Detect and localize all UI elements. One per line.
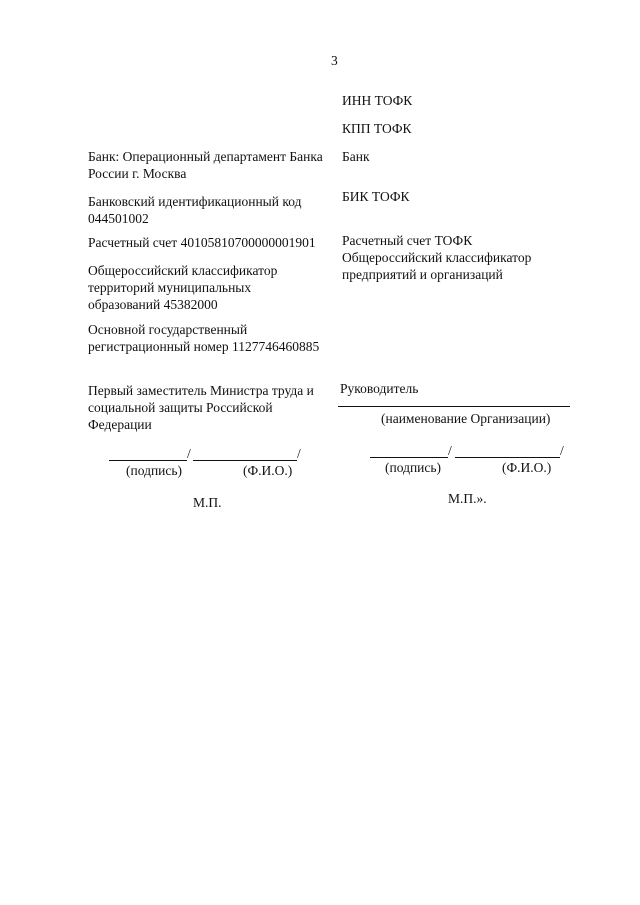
org-name-line [338,406,570,407]
right-sign-caption: (подпись) [385,460,442,475]
oktmo-line2: территорий муниципальных [88,280,252,295]
left-signature-slash-1: / [187,446,191,461]
right-bik-label: БИК ТОФК [342,189,410,204]
right-signature-slash-2: / [560,443,564,458]
bik-label-line1: Банковский идентификационный код [88,194,302,209]
signer-line2: социальной защиты Российской [88,400,273,415]
left-account: Расчетный счет 40105810700000001901 [88,235,316,250]
right-classifier-line1: Общероссийский классификатор [342,250,532,265]
page-number: 3 [331,53,338,68]
left-name-line [193,460,297,461]
ogrn-line1: Основной государственный [88,322,248,337]
right-name-line [455,457,560,458]
right-classifier-line2: предприятий и организаций [342,267,503,282]
left-seal-mark: М.П. [193,495,222,510]
left-sign-caption: (подпись) [126,463,183,478]
right-signature-line [370,457,448,458]
right-name-caption: (Ф.И.О.) [502,460,552,475]
org-name-caption: (наименование Организации) [381,411,551,426]
kpp-tofk: КПП ТОФК [342,121,412,136]
head-label: Руководитель [340,381,419,396]
right-bank-label: Банк [342,149,370,164]
bank-name-line1: Банк: Операционный департамент Банка [88,149,323,164]
signer-line1: Первый заместитель Министра труда и [88,383,314,398]
left-signature-slash-2: / [297,446,301,461]
right-signature-slash-1: / [448,443,452,458]
signer-line3: Федерации [88,417,152,432]
ogrn-line2: регистрационный номер 1127746460885 [88,339,320,354]
bik-value: 044501002 [88,211,149,226]
right-seal-mark: М.П.». [448,491,487,506]
right-account: Расчетный счет ТОФК [342,233,473,248]
bank-name-line2: России г. Москва [88,166,187,181]
oktmo-line1: Общероссийский классификатор [88,263,278,278]
left-name-caption: (Ф.И.О.) [243,463,293,478]
inn-tofk: ИНН ТОФК [342,93,413,108]
left-signature-line [109,460,187,461]
oktmo-line3: образований 45382000 [88,297,218,312]
